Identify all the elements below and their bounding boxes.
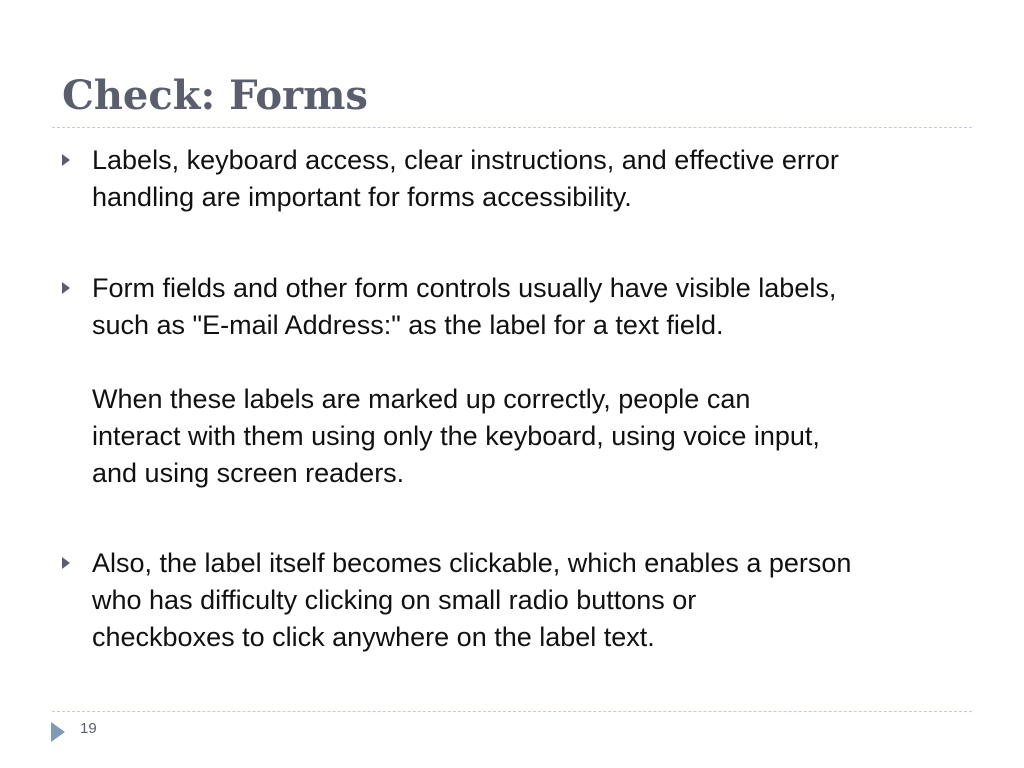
bullet-line: who has difficulty clicking on small radio buttons or xyxy=(92,585,697,615)
bullet-line: checkboxes to click anywhere on the label text. xyxy=(92,622,655,652)
bullet-line: handling are important for forms accessibility. xyxy=(92,182,632,212)
bullet-line: Form fields and other form controls usually have visible labels, xyxy=(92,273,837,303)
triangle-right-icon xyxy=(62,282,70,294)
bullet-line: and using screen readers. xyxy=(92,458,405,488)
bullet-line: When these labels are marked up correctly, people can xyxy=(92,384,751,414)
bullet-line: interact with them using only the keyboard, using voice input, xyxy=(92,421,820,451)
page-number: 19 xyxy=(80,720,97,737)
bullet-text xyxy=(92,270,972,492)
footer-triangle-icon xyxy=(51,722,65,742)
bullet-text xyxy=(92,142,972,216)
title-divider xyxy=(52,127,972,128)
slide-title: Check: Forms xyxy=(62,72,368,119)
bullet-line xyxy=(92,344,972,381)
triangle-right-icon xyxy=(62,557,70,569)
bullet-line: Also, the label itself becomes clickable, which enables a person xyxy=(92,548,852,578)
bullet-text xyxy=(92,545,972,656)
footer-divider xyxy=(52,711,972,712)
triangle-right-icon xyxy=(62,154,70,166)
bullet-line: such as "E-mail Address:" as the label for a text field. xyxy=(92,310,724,340)
bullet-line: Labels, keyboard access, clear instructions, and effective error xyxy=(92,145,839,175)
